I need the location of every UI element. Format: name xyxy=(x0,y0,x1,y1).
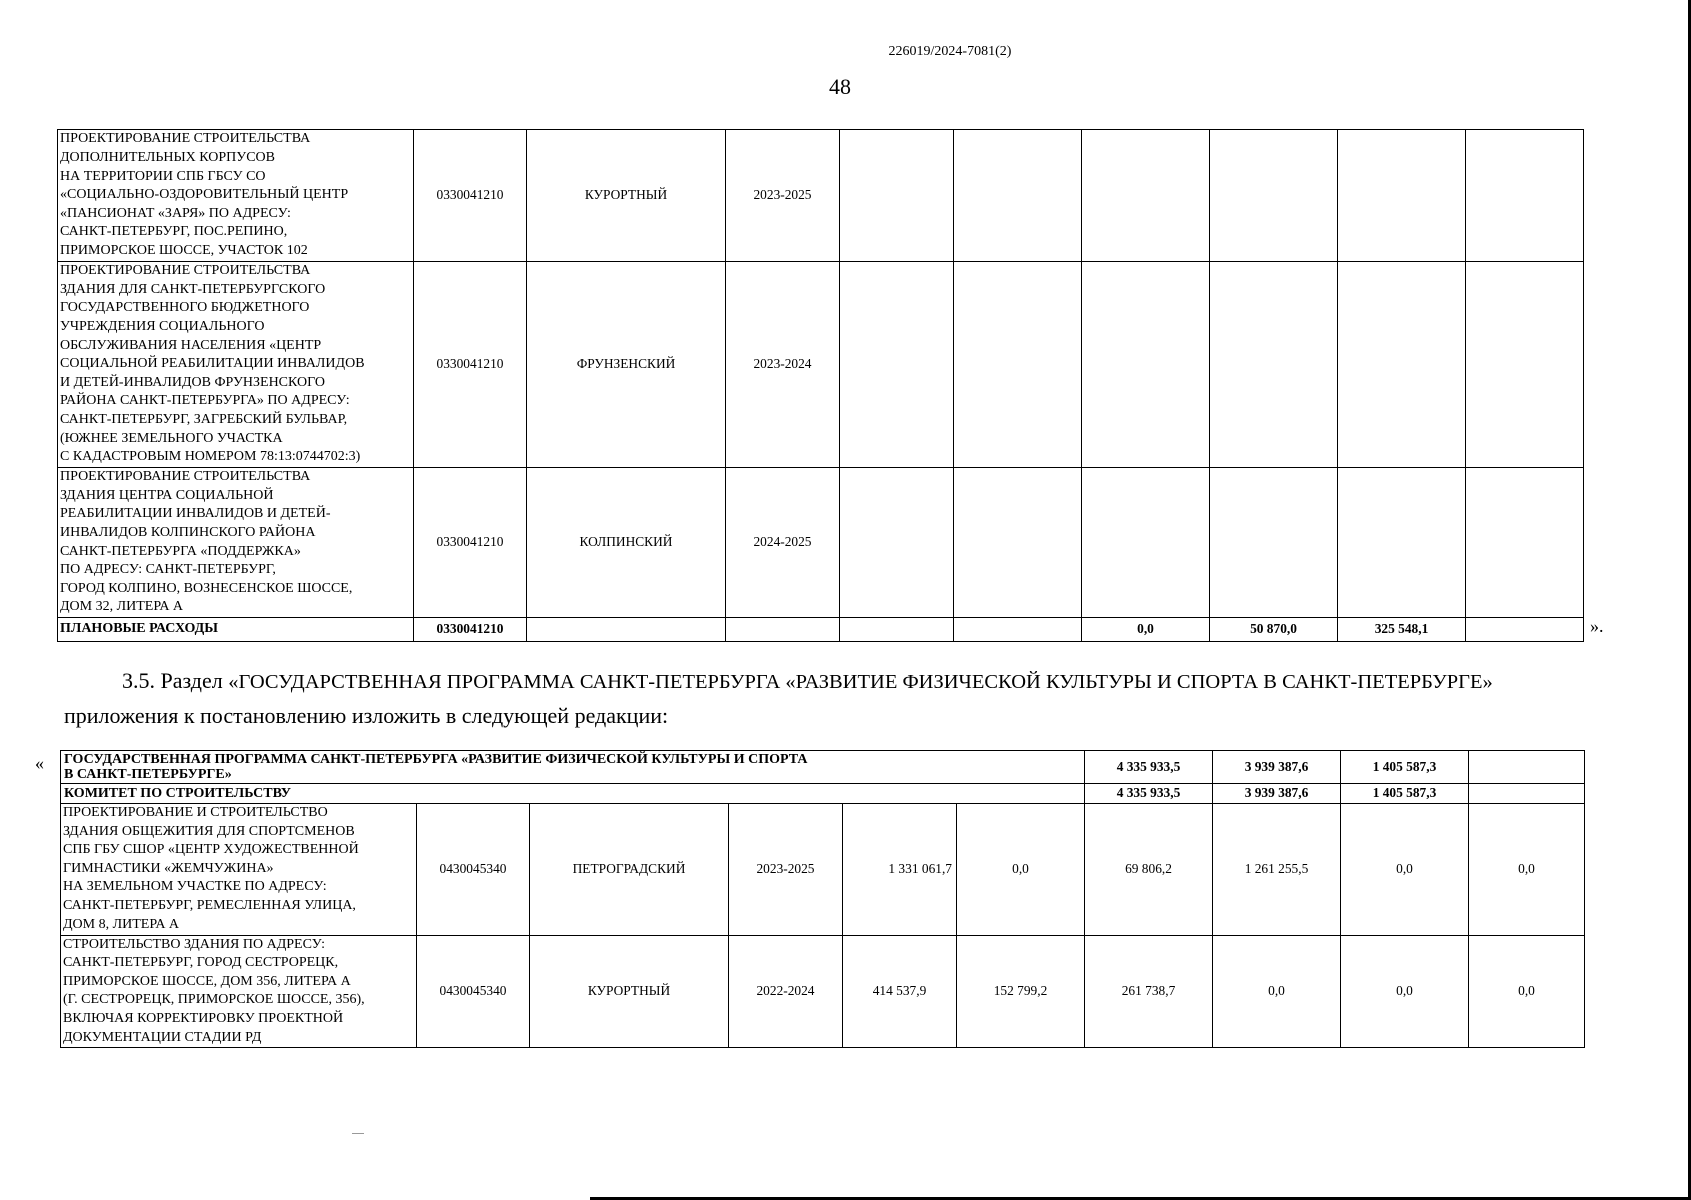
object-name: ПРОЕКТИРОВАНИЕ СТРОИТЕЛЬСТВА ЗДАНИЯ ДЛЯ САНКТ-ПЕТЕРБУРГСКОГО ГОСУДАРСТВЕННОГО БЮДЖЕТНОГО УЧРЕЖДЕНИЯ СОЦИАЛЬНОГО ОБСЛУЖИВАНИЯ НАСЕЛЕНИЯ «ЦЕНТР СОЦИАЛЬНОЙ РЕАБИЛИТАЦИИ ИНВАЛИДОВ И ДЕТЕЙ-ИНВАЛИДОВ ФРУНЗЕНСКОГО РАЙОНА САНКТ-ПЕТЕРБУРГА» ПО АДРЕСУ: САНКТ-ПЕТЕРБУРГ, ЗАГРЕБСКИЙ БУЛЬВАР, (ЮЖНЕЕ ЗЕМЕЛЬНОГО УЧАСТКА С КАДАСТРОВЫМ НОМЕРОМ 78:13:0744702:3) xyxy=(58,262,414,468)
program-title: «ГОСУДАРСТВЕННАЯ ПРОГРАММА САНКТ-ПЕТЕРБУРГА «РАЗВИТИЕ ФИЗИЧЕСКОЙ КУЛЬТУРЫ И СПОРТА В САНКТ-ПЕТЕРБУРГЕ» xyxy=(228,671,1493,693)
estimated-cost: 414 537,9 xyxy=(843,935,957,1048)
expenses-table-sport xyxy=(60,750,1585,1048)
object-name: ПРОЕКТИРОВАНИЕ И СТРОИТЕЛЬСТВО ЗДАНИЯ ОБЩЕЖИТИЯ ДЛЯ СПОРТСМЕНОВ СПБ ГБУ СШОР «ЦЕНТР ХУДОЖЕСТВЕННОЙ ГИМНАСТИКИ «ЖЕМЧУЖИНА» НА ЗЕМЕЛЬНОМ УЧАСТКЕ ПО АДРЕСУ: САНКТ-ПЕТЕРБУРГ, РЕМЕСЛЕННАЯ УЛИЦА, ДОМ 8, ЛИТЕРА А xyxy=(61,803,417,935)
section-instruction: приложения к постановлению изложить в следующей редакции: xyxy=(64,703,669,728)
district: КУРОРТНЫЙ xyxy=(527,130,726,262)
value-2024: 69 806,2 xyxy=(1085,803,1213,935)
program-2025: 3 939 387,6 xyxy=(1213,751,1341,784)
district: КОЛПИНСКИЙ xyxy=(527,468,726,618)
budget-code: 0330041210 xyxy=(414,468,527,618)
district: ФРУНЗЕНСКИЙ xyxy=(527,262,726,468)
prior-funding: 152 799,2 xyxy=(957,935,1085,1048)
committee-row xyxy=(61,784,1585,804)
object-name: ПРОЕКТИРОВАНИЕ СТРОИТЕЛЬСТВА ДОПОЛНИТЕЛЬНЫХ КОРПУСОВ НА ТЕРРИТОРИИ СПБ ГБСУ СО «СОЦИАЛЬНО-ОЗДОРОВИТЕЛЬНЫЙ ЦЕНТР «ПАНСИОНАТ «ЗАРЯ» ПО АДРЕСУ: САНКТ-ПЕТЕРБУРГ, ПОС.РЕПИНО, ПРИМОРСКОЕ ШОССЕ, УЧАСТОК 102 xyxy=(58,130,414,262)
value-2026: 0,0 xyxy=(1341,935,1469,1048)
value-2024: 261 738,7 xyxy=(1085,935,1213,1048)
value-2027: 0,0 xyxy=(1469,935,1585,1048)
program-2026: 1 405 587,3 xyxy=(1341,751,1469,784)
period: 2024-2025 xyxy=(726,468,840,618)
budget-code: 0330041210 xyxy=(414,130,527,262)
total-2024: 0,0 xyxy=(1082,618,1210,642)
table-row xyxy=(58,468,1584,618)
committee-2026: 1 405 587,3 xyxy=(1341,784,1469,804)
scan-artifact xyxy=(352,1133,364,1134)
period: 2022-2024 xyxy=(729,935,843,1048)
page-number: 48 xyxy=(829,74,851,99)
period: 2023-2025 xyxy=(726,130,840,262)
program-2024: 4 335 933,5 xyxy=(1085,751,1213,784)
period: 2023-2024 xyxy=(726,262,840,468)
object-name: СТРОИТЕЛЬСТВО ЗДАНИЯ ПО АДРЕСУ: САНКТ-ПЕТЕРБУРГ, ГОРОД СЕСТРОРЕЦК, ПРИМОРСКОЕ ШОССЕ, ДОМ 356, ЛИТЕРА А (Г. СЕСТРОРЕЦК, ПРИМОРСКОЕ ШОССЕ, 356), ВКЛЮЧАЯ КОРРЕКТИРОВКУ ПРОЕКТНОЙ ДОКУМЕНТАЦИИ СТАДИИ РД xyxy=(61,935,417,1048)
value-2025: 0,0 xyxy=(1213,935,1341,1048)
budget-code: 0330041210 xyxy=(414,618,527,642)
total-2026: 325 548,1 xyxy=(1338,618,1466,642)
district: КУРОРТНЫЙ xyxy=(530,935,729,1048)
opening-quote: « xyxy=(35,753,44,773)
budget-code: 0330041210 xyxy=(414,262,527,468)
closing-quote: ». xyxy=(1590,616,1604,636)
expenses-table-social xyxy=(57,129,1584,642)
section-heading-line: 3.5. Раздел «ГОСУДАРСТВЕННАЯ ПРОГРАММА САНКТ-ПЕТЕРБУРГА «РАЗВИТИЕ ФИЗИЧЕСКОЙ КУЛЬТУРЫ И СПОРТА В САНКТ-ПЕТЕРБУРГЕ» xyxy=(122,668,1493,693)
program-row xyxy=(61,751,1585,784)
period: 2023-2025 xyxy=(729,803,843,935)
section-paragraph xyxy=(64,664,1684,733)
district: ПЕТРОГРАДСКИЙ xyxy=(530,803,729,935)
table-row xyxy=(58,262,1584,468)
total-row xyxy=(58,618,1584,642)
budget-code: 0430045340 xyxy=(417,803,530,935)
committee-2025: 3 939 387,6 xyxy=(1213,784,1341,804)
document-number: 226019/2024-7081(2) xyxy=(888,44,1012,59)
value-2026: 0,0 xyxy=(1341,803,1469,935)
budget-code: 0430045340 xyxy=(417,935,530,1048)
value-2025: 1 261 255,5 xyxy=(1213,803,1341,935)
committee-2024: 4 335 933,5 xyxy=(1085,784,1213,804)
value-2027: 0,0 xyxy=(1469,803,1585,935)
program-name: ГОСУДАРСТВЕННАЯ ПРОГРАММА САНКТ-ПЕТЕРБУРГА «РАЗВИТИЕ ФИЗИЧЕСКОЙ КУЛЬТУРЫ И СПОРТА В САНКТ-ПЕТЕРБУРГЕ» xyxy=(61,751,1085,784)
table-row xyxy=(61,935,1585,1048)
estimated-cost: 1 331 061,7 xyxy=(843,803,957,935)
prior-funding: 0,0 xyxy=(957,803,1085,935)
total-2025: 50 870,0 xyxy=(1210,618,1338,642)
table-row xyxy=(58,130,1584,262)
committee-name: КОМИТЕТ ПО СТРОИТЕЛЬСТВУ xyxy=(61,784,1085,804)
total-label: ПЛАНОВЫЕ РАСХОДЫ xyxy=(58,618,414,642)
table-row xyxy=(61,803,1585,935)
object-name: ПРОЕКТИРОВАНИЕ СТРОИТЕЛЬСТВА ЗДАНИЯ ЦЕНТРА СОЦИАЛЬНОЙ РЕАБИЛИТАЦИИ ИНВАЛИДОВ И ДЕТЕЙ- ИНВАЛИДОВ КОЛПИНСКОГО РАЙОНА САНКТ-ПЕТЕРБУРГА «ПОДДЕРЖКА» ПО АДРЕСУ: САНКТ-ПЕТЕРБУРГ, ГОРОД КОЛПИНО, ВОЗНЕСЕНСКОЕ ШОССЕ, ДОМ 32, ЛИТЕРА А xyxy=(58,468,414,618)
